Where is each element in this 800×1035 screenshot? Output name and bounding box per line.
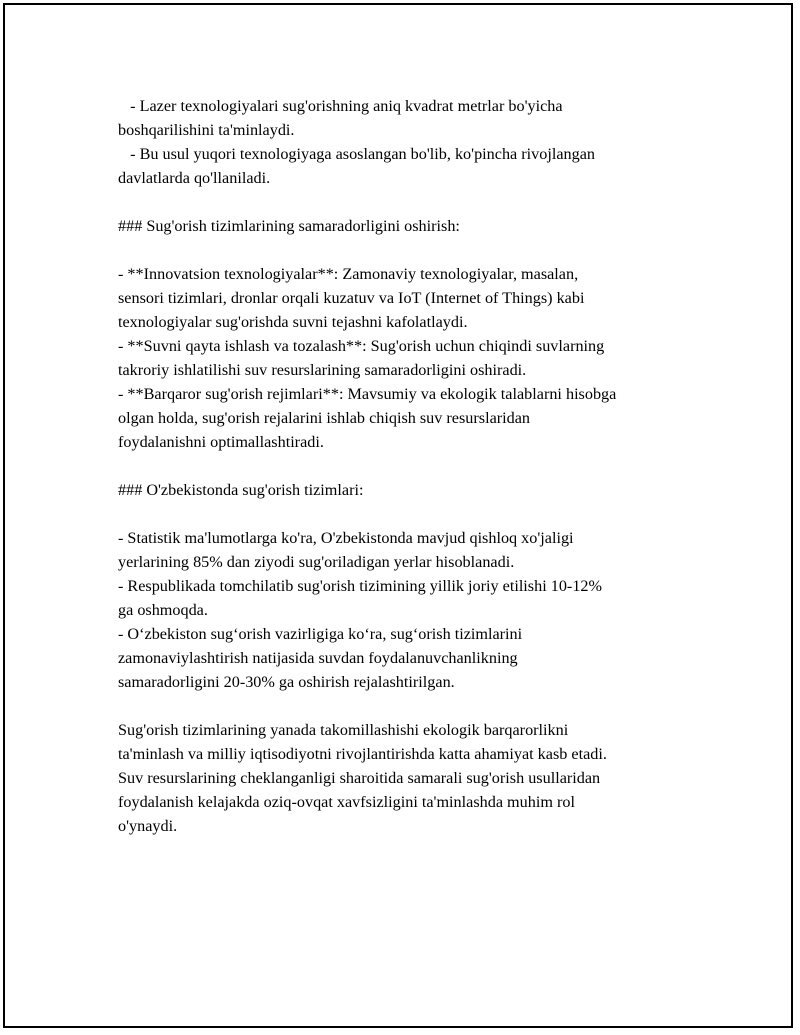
text-line: ga oshmoqda. bbox=[118, 601, 208, 619]
blank-line bbox=[118, 694, 698, 718]
list-efficiency-measures bbox=[118, 262, 698, 454]
blank-line bbox=[118, 190, 698, 214]
text-line: samaradorligini 20-30% ga oshirish rejalashtirilgan. bbox=[118, 673, 455, 691]
text-line: - **Innovatsion texnologiyalar**: Zamonaviy texnologiyalar, masalan, bbox=[118, 265, 579, 283]
list-uzbekistan-statistics bbox=[118, 526, 698, 694]
text-line: foydalanishni optimallashtiradi. bbox=[118, 433, 324, 451]
text-line: Suv resurslarining cheklanganligi sharoitida samarali sug'orish usullaridan bbox=[118, 769, 601, 787]
text-line: zamonaviylashtirish natijasida suvdan foydalanuvchanlikning bbox=[118, 649, 518, 667]
text-line: - **Suvni qayta ishlash va tozalash**: Sug'orish uchun chiqindi suvlarning bbox=[118, 337, 605, 355]
text-line: - Bu usul yuqori texnologiyaga asoslangan bo'lib, ko'pincha rivojlangan bbox=[118, 145, 595, 163]
text-line: texnologiyalar sug'orishda suvni tejashni kafolatlaydi. bbox=[118, 313, 468, 331]
text-line: o'ynaydi. bbox=[118, 817, 178, 835]
text-line: boshqarilishini ta'minlaydi. bbox=[118, 121, 295, 139]
text-line: yerlarining 85% dan ziyodi sug'oriladigan yerlar hisoblanadi. bbox=[118, 553, 515, 571]
paragraph-conclusion bbox=[118, 718, 698, 838]
text-line: davlatlarda qo'llaniladi. bbox=[118, 169, 271, 187]
section-heading-efficiency: ### Sug'orish tizimlarining samaradorligini oshirish: bbox=[118, 217, 460, 235]
text-line: - O‘zbekiston sug‘orish vazirligiga ko‘ra, sug‘orish tizimlarini bbox=[118, 625, 523, 643]
document-body bbox=[118, 94, 698, 838]
text-line: - Respublikada tomchilatib sug'orish tizimining yillik joriy etilishi 10-12% bbox=[118, 577, 602, 595]
blank-line bbox=[118, 454, 698, 478]
text-line: foydalanish kelajakda oziq-ovqat xavfsizligini ta'minlashda muhim rol bbox=[118, 793, 575, 811]
text-line: - Statistik ma'lumotlarga ko'ra, O'zbekistonda mavjud qishloq xo'jaligi bbox=[118, 529, 574, 547]
text-line: - Lazer texnologiyalari sug'orishning aniq kvadrat metrlar bo'yicha bbox=[118, 97, 563, 115]
blank-line bbox=[118, 502, 698, 526]
text-line: olgan holda, sug'orish rejalarini ishlab chiqish suv resurslaridan bbox=[118, 409, 531, 427]
text-line: ta'minlash va milliy iqtisodiyotni rivojlantirishda katta ahamiyat kasb etadi. bbox=[118, 745, 607, 763]
paragraph-laser-technology bbox=[118, 94, 698, 190]
text-line: sensori tizimlari, dronlar orqali kuzatuv va IoT (Internet of Things) kabi bbox=[118, 289, 585, 307]
section-heading-uzbekistan: ### O'zbekistonda sug'orish tizimlari: bbox=[118, 481, 364, 499]
text-line: Sug'orish tizimlarining yanada takomillashishi ekologik barqarorlikni bbox=[118, 721, 569, 739]
blank-line bbox=[118, 238, 698, 262]
text-line: - **Barqaror sug'orish rejimlari**: Mavsumiy va ekologik talablarni hisobga bbox=[118, 385, 617, 403]
text-line: takroriy ishlatilishi suv resurslarining samaradorligini oshiradi. bbox=[118, 361, 527, 379]
